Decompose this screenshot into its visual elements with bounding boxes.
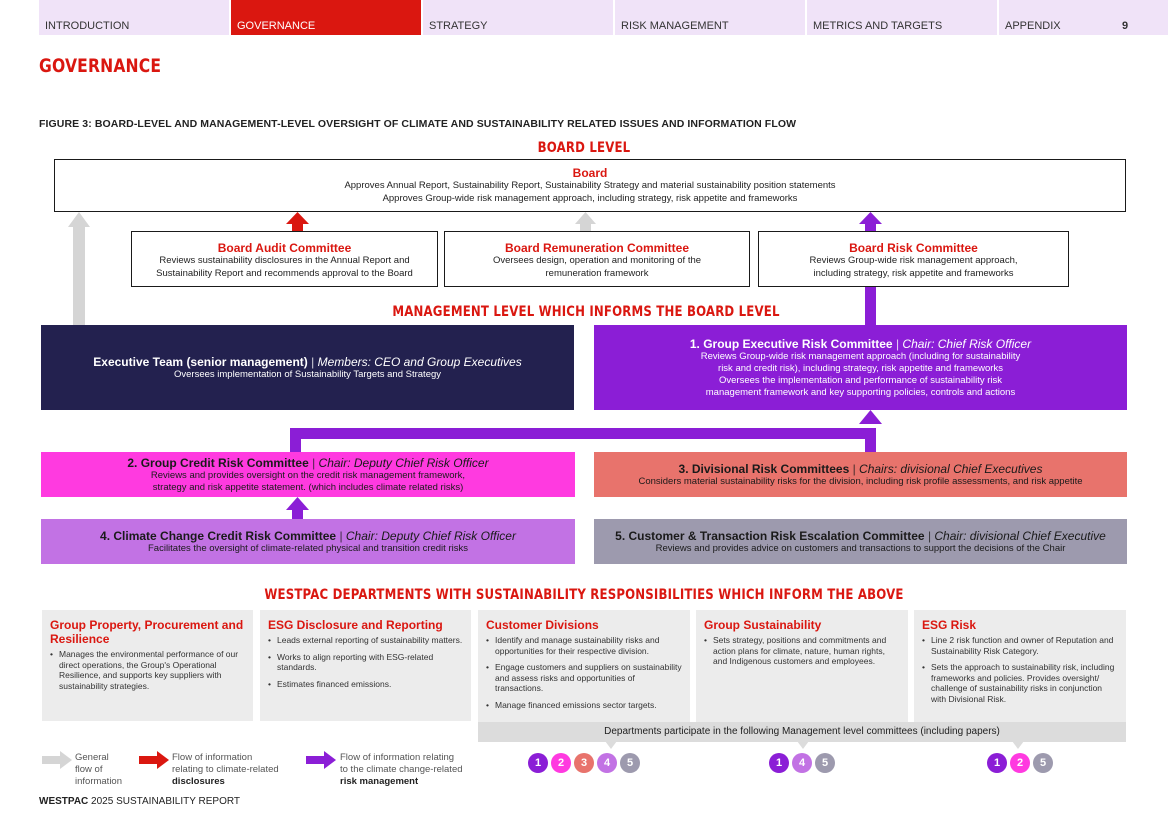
board-audit-committee-title: Board Audit Committee [217,241,352,255]
list-item: • Manages the environmental performance of our direct operations, the Group's Operational Resilience, and supports key suppliers with sustainability strategies. [50,649,245,691]
footer-brand: WESTPAC [39,796,89,807]
tab-appendix[interactable]: APPENDIX [999,0,1168,35]
group-sustainability-committee-badge: 1 [769,753,789,773]
legend-general-flow [75,752,122,788]
legend-risk-line-3: risk management [340,776,419,787]
gerc-line-2: risk and credit risk), including strategy, risk appetite and frameworks [718,362,1003,374]
ctrec-chair: Chair: divisional Chief Executive [934,528,1106,543]
cccrc-line-1: Facilitates the oversight of climate-related physical and transition credit risks [148,542,468,554]
legend-disclosure-line-1: Flow of information [172,752,253,763]
gerc-title-row: 1. Group Executive Risk Committee | Chair: Chief Risk Officer [689,336,1032,351]
board-remuneration-committee-box [444,231,750,287]
dept-customer-divisions-title: Customer Divisions [486,618,599,632]
executive-team-title-row: Executive Team (senior management) | Members: CEO and Group Executives [93,354,522,369]
climate-change-credit-risk-committee-box [41,519,575,564]
risk-flow-arrow-board-risk [859,212,882,232]
board-risk-committee-line-1: Reviews Group-wide risk management approach, [809,255,1018,266]
dept-esg-disclosure [260,610,471,721]
legend-general-line-2: flow of [75,764,103,775]
legend-general-line-3: information [75,776,122,787]
gerc-line-1: Reviews Group-wide risk management approach (including for sustainability [700,350,1021,362]
gcrc-title: 2. Group Credit Risk Committee [127,455,309,470]
executive-team-box [41,325,574,410]
general-flow-arrow-exec-to-board [68,212,90,325]
cccrc-title: 4. Climate Change Credit Risk Committee [100,528,337,543]
drc-title: 3. Divisional Risk Committees [678,461,850,476]
page-number: 9 [1122,20,1129,32]
customer-divisions-committee-badge: 4 [597,753,617,773]
cccrc-chair: Chair: Deputy Chief Risk Officer [345,528,516,543]
tab-governance[interactable]: GOVERNANCE [231,0,421,35]
gcrc-line-2: strategy and risk appetite statement. (which includes climate related risks) [152,481,464,493]
legend-disclosure-line-2: relating to climate-related [172,764,279,775]
ctrec-title-row: 5. Customer & Transaction Risk Escalation Committee | Chair: divisional Chief Executive [615,528,1106,543]
footer [39,796,240,807]
disclosure-flow-arrow-audit [286,212,309,232]
list-item: • Manage financed emissions sector targets. [486,700,682,711]
group-sustainability-committee-badge: 4 [792,753,812,773]
customer-divisions-committee-badge: 1 [528,753,548,773]
dept-group-sustainability [696,610,908,722]
board-risk-committee-line-2: including strategy, risk appetite and frameworks [813,267,1014,279]
legend-risk-flow [340,752,463,788]
esg-risk-committee-badge: 2 [1010,753,1030,773]
board-remuneration-committee-title: Board Remuneration Committee [504,241,690,255]
tab-metrics-and-targets[interactable]: METRICS AND TARGETS [807,0,997,35]
list-item: • Estimates financed emissions. [268,679,463,690]
dept-group-property [42,610,253,721]
customer-transaction-risk-escalation-committee-box [594,519,1127,564]
ctrec-title: 5. Customer & Transaction Risk Escalation Committee [615,528,925,543]
executive-team-desc: Oversees implementation of Sustainability Targets and Strategy [173,368,442,380]
list-item: • Line 2 risk function and owner of Reputation and Sustainability Risk Category. [922,635,1118,656]
legend-general-line-1: General [75,752,109,763]
drc-title-row: 3. Divisional Risk Committees | Chairs: divisional Chief Executives [678,461,1043,476]
departments-heading: WESTPAC DEPARTMENTS WITH SUSTAINABILITY RESPONSIBILITIES WHICH INFORM THE ABOVE [264,587,904,603]
list-item: • Identify and manage sustainability risks and opportunities for their respective division. [486,635,682,656]
tab-strategy[interactable]: STRATEGY [423,0,613,35]
executive-team-title: Executive Team (senior management) [93,354,308,369]
gerc-line-4: management framework and key supporting policies, controls and actions [705,386,1016,398]
list-item: • Engage customers and suppliers on sustainability and assess risks and opportunities of transactions. [486,662,682,694]
board-audit-committee-line-2: Sustainability Report and recommends approval to the Board [156,267,413,279]
participation-note: Departments participate in the following Management level committees (including papers) [478,722,1126,742]
dept-customer-divisions [478,610,690,722]
risk-flow-arrow-climate-credit [286,497,309,520]
dept-group-sustainability-title: Group Sustainability [704,618,822,632]
board-title: Board [572,166,608,180]
legend-grey-arrow-icon [42,751,72,769]
legend-purple-arrow-icon [306,751,336,769]
gcrc-line-1: Reviews and provides oversight on the credit risk management framework, [150,469,466,481]
divisional-risk-committees-box [594,452,1127,497]
legend-risk-line-1: Flow of information relating [340,752,455,763]
legend-risk-line-2: to the climate change-related [340,764,463,775]
list-item: • Works to align reporting with ESG-related standards. [268,652,463,673]
participation-chevron-esg-risk [1012,741,1024,749]
participation-chevron-customer-divisions [605,741,617,749]
board-risk-committee-title: Board Risk Committee [849,241,978,255]
general-flow-arrow-remuneration [575,212,596,232]
esg-risk-committee-badge: 1 [987,753,1007,773]
esg-risk-committee-badge: 5 [1033,753,1053,773]
list-item: • Sets the approach to sustainability risk, including frameworks and policies. Provides oversight/ challenge of sustainability risks in conjunction with Divisional Risk. [922,662,1118,704]
board-remuneration-committee-line-1: Oversees design, operation and monitoring of the [492,255,702,266]
legend-disclosure-line-3: disclosures [172,776,225,787]
board-line-1: Approves Annual Report, Sustainability Report, Sustainability Strategy and material sustainability position statements [344,180,836,191]
board-line-2: Approves Group-wide risk management approach, including strategy, risk appetite and frameworks [382,192,798,204]
drc-line-1: Considers material sustainability risks for the division, including risk profile assessments, and risk appetite [638,475,1083,487]
management-level-heading: MANAGEMENT LEVEL WHICH INFORMS THE BOARD LEVEL [392,304,780,320]
group-credit-risk-committee-box [41,452,575,497]
group-executive-risk-committee-box [594,325,1127,410]
legend-red-arrow-icon [139,751,169,769]
tab-introduction[interactable]: INTRODUCTION [39,0,229,35]
board-level-heading: BOARD LEVEL [537,140,631,156]
list-item: • Sets strategy, positions and commitments and action plans for climate, nature, human rights, and Indigenous customers and employees. [704,635,900,667]
board-audit-committee-line-1: Reviews sustainability disclosures in the Annual Report and [159,255,410,266]
board-box [54,159,1126,212]
legend-disclosure-flow [172,752,279,788]
risk-flow-bracket [290,410,882,453]
customer-divisions-committee-badge: 3 [574,753,594,773]
gerc-chair: Chair: Chief Risk Officer [902,336,1032,351]
executive-team-members: Members: CEO and Group Executives [317,354,522,369]
tab-risk-management[interactable]: RISK MANAGEMENT [615,0,805,35]
list-item: • Leads external reporting of sustainability matters. [268,635,463,646]
drc-chair: Chairs: divisional Chief Executives [859,461,1043,476]
footer-report: 2025 SUSTAINABILITY REPORT [91,796,240,807]
group-sustainability-committee-badge: 5 [815,753,835,773]
gerc-title: 1. Group Executive Risk Committee [689,336,893,351]
customer-divisions-committee-badge: 2 [551,753,571,773]
board-audit-committee-box [131,231,438,287]
cccrc-title-row: 4. Climate Change Credit Risk Committee | Chair: Deputy Chief Risk Officer [100,528,516,543]
gcrc-title-row: 2. Group Credit Risk Committee | Chair: Deputy Chief Risk Officer [127,455,489,470]
gerc-line-3: Oversees the implementation and performance of sustainability risk [718,374,1003,386]
dept-esg-risk [914,610,1126,722]
board-risk-committee-box [758,231,1069,287]
participation-chevron-group-sustainability [797,741,809,749]
gcrc-chair: Chair: Deputy Chief Risk Officer [318,455,489,470]
board-remuneration-committee-line-2: remuneration framework [545,267,649,279]
dept-group-property-title: Group Property, Procurement and Resilience [50,618,244,646]
figure-caption: FIGURE 3: BOARD-LEVEL AND MANAGEMENT-LEVEL OVERSIGHT OF CLIMATE AND SUSTAINABILITY RELATED ISSUES AND INFORMATION FLOW [39,118,797,130]
dept-esg-disclosure-title: ESG Disclosure and Reporting [268,618,443,632]
ctrec-line-1: Reviews and provides advice on customers and transactions to support the decisions of the Chair [655,542,1066,554]
page-title: GOVERNANCE [39,55,162,77]
customer-divisions-committee-badge: 5 [620,753,640,773]
dept-esg-risk-title: ESG Risk [922,618,977,632]
